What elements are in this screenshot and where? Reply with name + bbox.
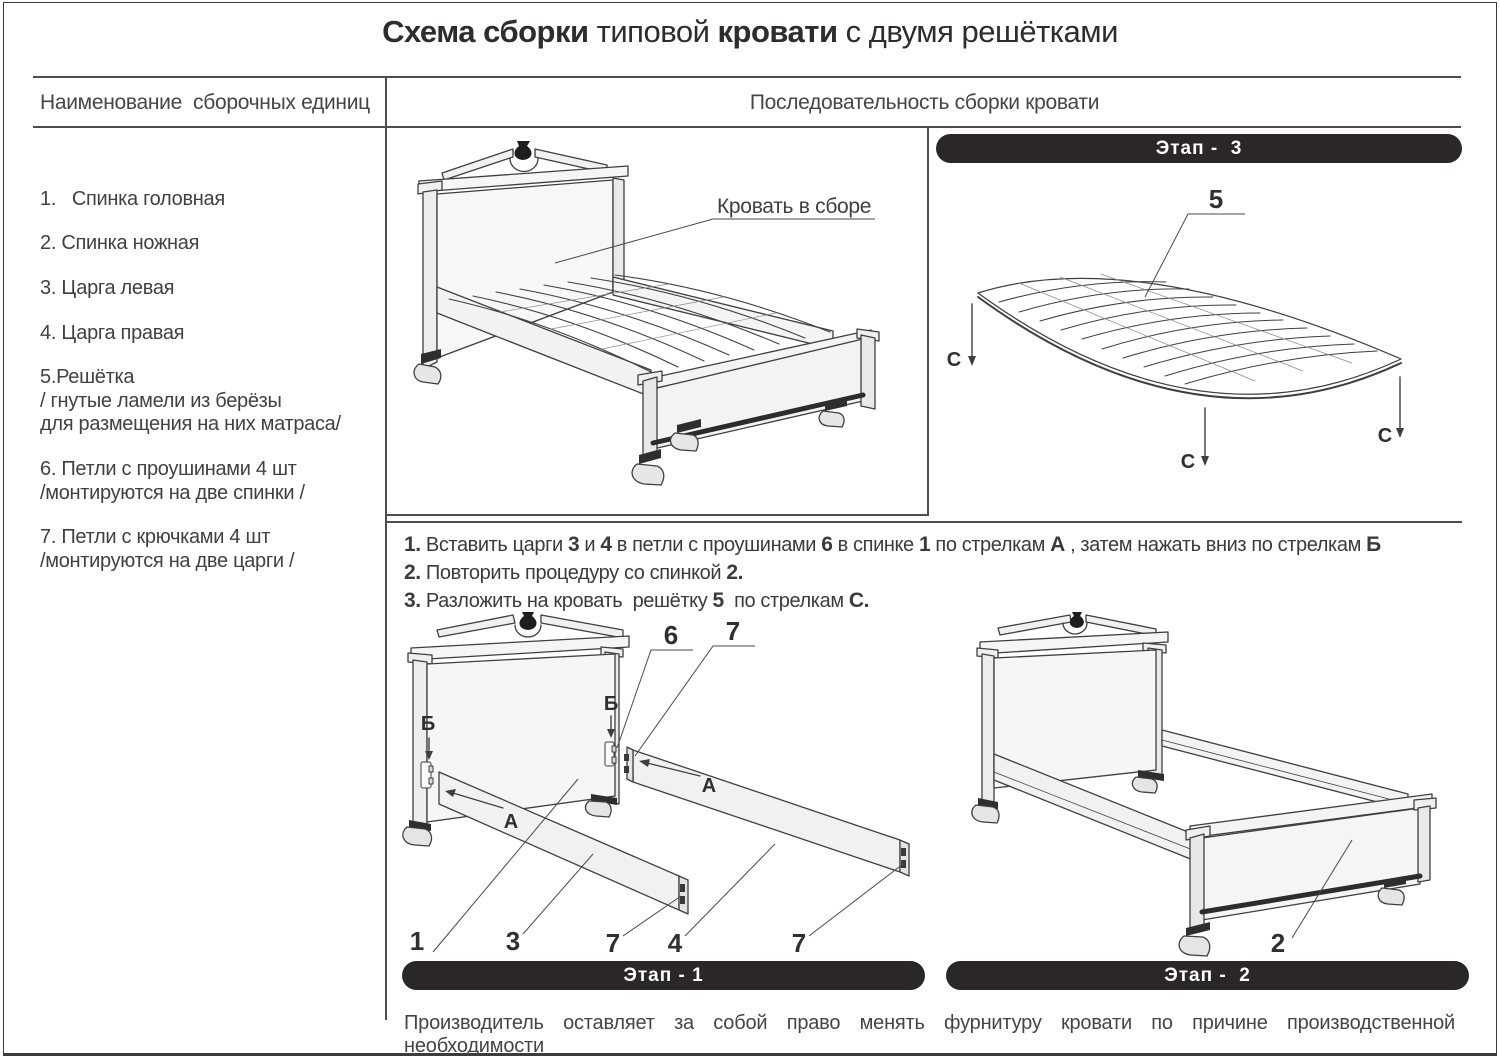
far-rail bbox=[1162, 730, 1408, 810]
footboard-near-foot bbox=[632, 464, 664, 485]
list-item: 1. Спинка головная bbox=[40, 188, 225, 210]
stage-1-banner-label: Этап - 1 bbox=[623, 964, 704, 986]
arrow-c-middle bbox=[1201, 408, 1209, 466]
arrow-c-label: С bbox=[946, 349, 962, 371]
assembly-instructions bbox=[404, 531, 1470, 615]
footboard-near-foot bbox=[1179, 936, 1210, 956]
rule-under-title bbox=[33, 76, 1461, 78]
pediment-notch bbox=[510, 158, 538, 172]
lamels bbox=[999, 274, 1377, 384]
part2-label: 2 bbox=[1270, 928, 1286, 958]
stage-2-banner-label: Этап - 2 bbox=[1164, 964, 1251, 986]
part1-label: 1 bbox=[409, 926, 425, 956]
footboard-near-post bbox=[1190, 834, 1204, 934]
arrow-b-label: Б bbox=[420, 713, 436, 735]
instruction-step: 1. Вставить царги 3 и 4 в петли с проушинами 6 в спинке 1 по стрелкам А , затем нажать вниз по стрелкам Б bbox=[404, 533, 1381, 556]
stage-2-banner bbox=[946, 961, 1469, 990]
rail-left-end-cap bbox=[679, 876, 688, 914]
list-item-note: для размещения на них матраса/ bbox=[40, 413, 341, 435]
instruction-step: 2. Повторить процедуру со спинкой 2. bbox=[404, 561, 744, 584]
hook bbox=[901, 860, 906, 868]
headboard-foot bbox=[414, 364, 441, 384]
right-foot bbox=[585, 801, 611, 817]
assembled-bed-drawing bbox=[385, 127, 928, 514]
right-foot bbox=[1132, 777, 1157, 793]
assembled-bed-label: Кровать в сборе bbox=[717, 195, 872, 218]
list-item-note: /монтируются на две царги / bbox=[40, 550, 295, 572]
arrow-a-label: А bbox=[701, 775, 717, 797]
footboard-near-post bbox=[643, 377, 657, 461]
rail-right-end-cap bbox=[900, 840, 909, 876]
list-item: 5.Решётка bbox=[40, 366, 135, 388]
rail-right-near-cap bbox=[627, 747, 633, 782]
list-item-note: /монтируются на две спинки / bbox=[40, 482, 305, 504]
stage-1-banner bbox=[402, 961, 925, 990]
rail-right bbox=[633, 750, 900, 872]
page-title: Схема сборки типовой кровати с двумя решётками bbox=[382, 14, 1118, 49]
footboard-far-post bbox=[861, 335, 875, 409]
hook bbox=[901, 848, 906, 856]
hinge-with-lugs-left bbox=[421, 762, 433, 788]
far-rail-ledge bbox=[1162, 740, 1408, 804]
stage-1-drawing bbox=[395, 612, 930, 957]
hook bbox=[624, 754, 629, 761]
footboard-mid-foot bbox=[670, 433, 698, 451]
headboard-left-post bbox=[423, 190, 437, 369]
rule-above-instructions bbox=[386, 521, 1462, 523]
footboard-far-foot bbox=[1378, 888, 1404, 905]
stage-3-banner-label: Этап - 3 bbox=[1155, 137, 1243, 159]
left-post bbox=[413, 660, 427, 832]
near-rail-ledge bbox=[994, 772, 1198, 852]
hook bbox=[680, 884, 685, 892]
hook bbox=[624, 766, 629, 773]
left-foot bbox=[403, 827, 432, 846]
slat-base-bottom-edge bbox=[978, 293, 1401, 394]
arrow-c-right bbox=[1396, 377, 1404, 438]
list-item: 4. Царга правая bbox=[40, 322, 185, 344]
list-item: 3. Царга левая bbox=[40, 277, 175, 299]
arrow-c-label: С bbox=[1377, 425, 1393, 447]
stage-3-banner bbox=[936, 134, 1462, 163]
vase-ornament bbox=[514, 141, 531, 160]
pediment-left bbox=[437, 615, 515, 637]
list-item: 6. Петли с проушинами 4 шт bbox=[40, 458, 297, 480]
part3-label: 3 bbox=[505, 926, 521, 956]
pediment-left bbox=[998, 615, 1071, 635]
part7-label: 7 bbox=[725, 616, 741, 646]
part4-label: 4 bbox=[667, 928, 683, 958]
arrow-a-label: А bbox=[503, 811, 519, 833]
arrow-b-label: Б bbox=[603, 693, 619, 715]
bed-panel-bottom-rule bbox=[386, 514, 927, 516]
slat-base-top-edge bbox=[978, 278, 1401, 359]
left-post bbox=[982, 654, 994, 810]
sequence-column-header: Последовательность сборки кровати bbox=[749, 91, 1100, 114]
part6-label: 6 bbox=[663, 620, 679, 650]
pediment-right bbox=[541, 615, 623, 638]
arrow-c-label: С bbox=[1180, 451, 1196, 473]
parts-column-header: Наименование сборочных единиц bbox=[40, 91, 370, 114]
list-item: 7. Петли с крючками 4 шт bbox=[40, 526, 271, 548]
left-foot bbox=[972, 805, 999, 823]
hook bbox=[680, 896, 685, 904]
instruction-step: 3. Разложить на кровать решётку 5 по стрелкам С. bbox=[404, 589, 870, 612]
footboard-far-foot bbox=[819, 411, 844, 427]
footboard-far-post bbox=[1418, 806, 1430, 882]
list-item-note: / гнутые ламели из берёзы bbox=[40, 390, 282, 412]
part7-label: 7 bbox=[605, 928, 621, 958]
hinge-with-lugs-right bbox=[605, 742, 616, 766]
list-item: 2. Спинка ножная bbox=[40, 232, 200, 254]
arrow-c-left bbox=[968, 304, 976, 366]
part5-label: 5 bbox=[1208, 184, 1224, 214]
stage-2-drawing bbox=[940, 612, 1475, 957]
manufacturer-note: Производитель оставляет за собой право менять фурнитуру кровати по причине производственной необходимости bbox=[404, 1012, 1455, 1057]
part7-label: 7 bbox=[791, 928, 807, 958]
stage-3-drawing bbox=[929, 166, 1464, 506]
